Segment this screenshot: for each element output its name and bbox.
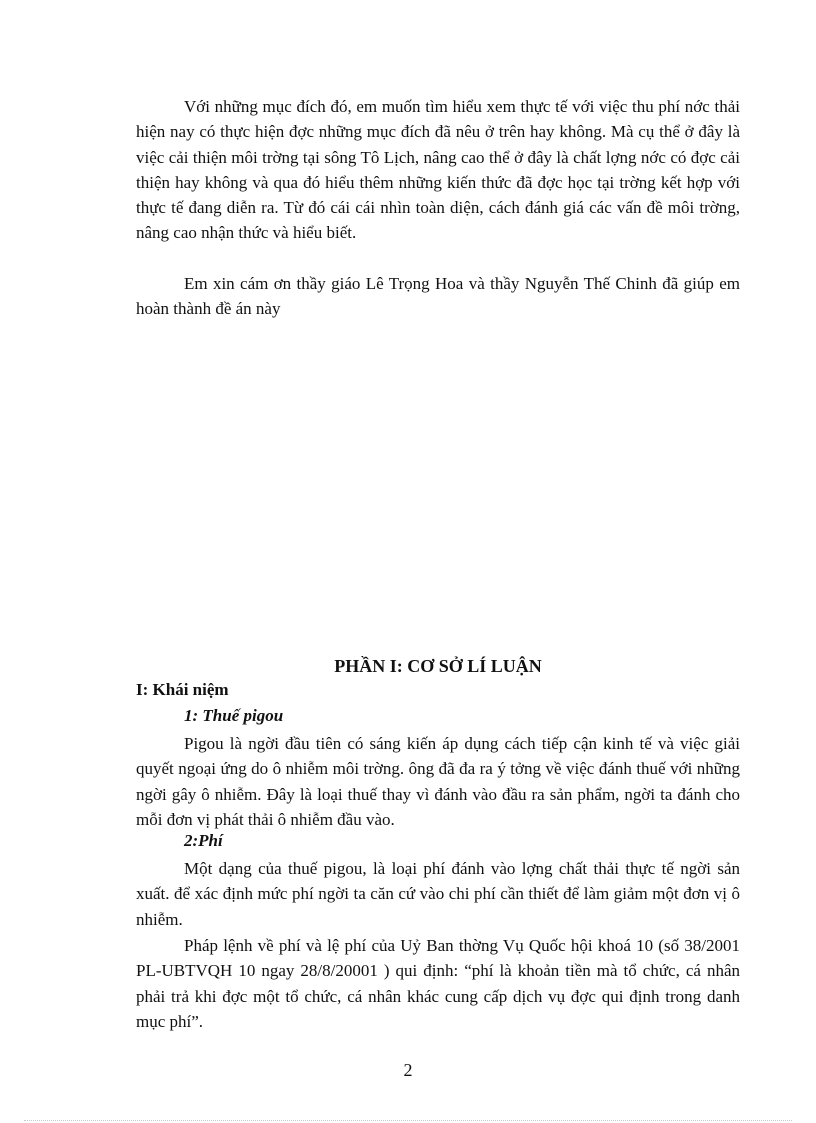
subsection-title-1: 1: Thuế pigou (184, 706, 284, 725)
intro-paragraph-2: Em xin cám ơn thầy giáo Lê Trọng Hoa và thầy Nguyễn Thế Chinh đã giúp em hoàn thành đề án này (136, 274, 740, 319)
section-title: I: Khái niệm (136, 680, 229, 699)
part-title: PHẦN I: CƠ SỞ LÍ LUẬN (334, 656, 542, 676)
subsection-paragraph-3: Pháp lệnh về phí và lệ phí của Uỷ Ban thờng Vụ Quốc hội khoá 10 (số 38/2001 PL-UBTVQH 10 ngay 28/8/20001 ) qui định: “phí là khoản tiền mà tổ chức, cá nhân phải trả khi đợc một tổ chức, cá nhân khác cung cấp dịch vụ đợc qui định trong danh mục phí”. (136, 936, 740, 1031)
subsection-paragraph-1: Pigou là ngời đầu tiên có sáng kiến áp dụng cách tiếp cận kinh tế và việc giải quyết ngoại ứng do ô nhiễm môi trờng. ông đã đa ra ý tởng về việc đánh thuế với những ngời gây ô nhiễm. Đây là loại thuế thay vì đánh vào đầu ra sản phẩm, ngời ta đánh cho mỗi đơn vị phát thải ô nhiễm đầu vào. (136, 734, 740, 829)
subsection-title-2: 2:Phí (184, 831, 223, 850)
footer-divider (24, 1120, 792, 1121)
page-number: 2 (403, 1060, 413, 1080)
intro-paragraph-1: Với những mục đích đó, em muốn tìm hiểu xem thực tế với việc thu phí nớc thải hiện nay có thực hiện đợc những mục đích đã nêu ở trên hay không. Mà cụ thể ở đây là việc cải thiện môi trờng tại sông Tô Lịch, nâng cao thể ở đây là chất lợng nớc có đợc cải thiện hay không và qua đó hiểu thêm những kiến thức đã đợc học tại trờng kết hợp với thực tế đang diễn ra. Từ đó cái cái nhìn toàn diện, cách đánh giá các vấn đề môi trờng, nâng cao nhận thức và hiểu biết. (136, 97, 740, 243)
subsection-paragraph-2: Một dạng của thuế pigou, là loại phí đánh vào lợng chất thải thực tế ngời sản xuất. để xác định mức phí ngời ta căn cứ vào chi phí cần thiết để làm giảm một đơn vị ô nhiễm. (136, 859, 740, 929)
